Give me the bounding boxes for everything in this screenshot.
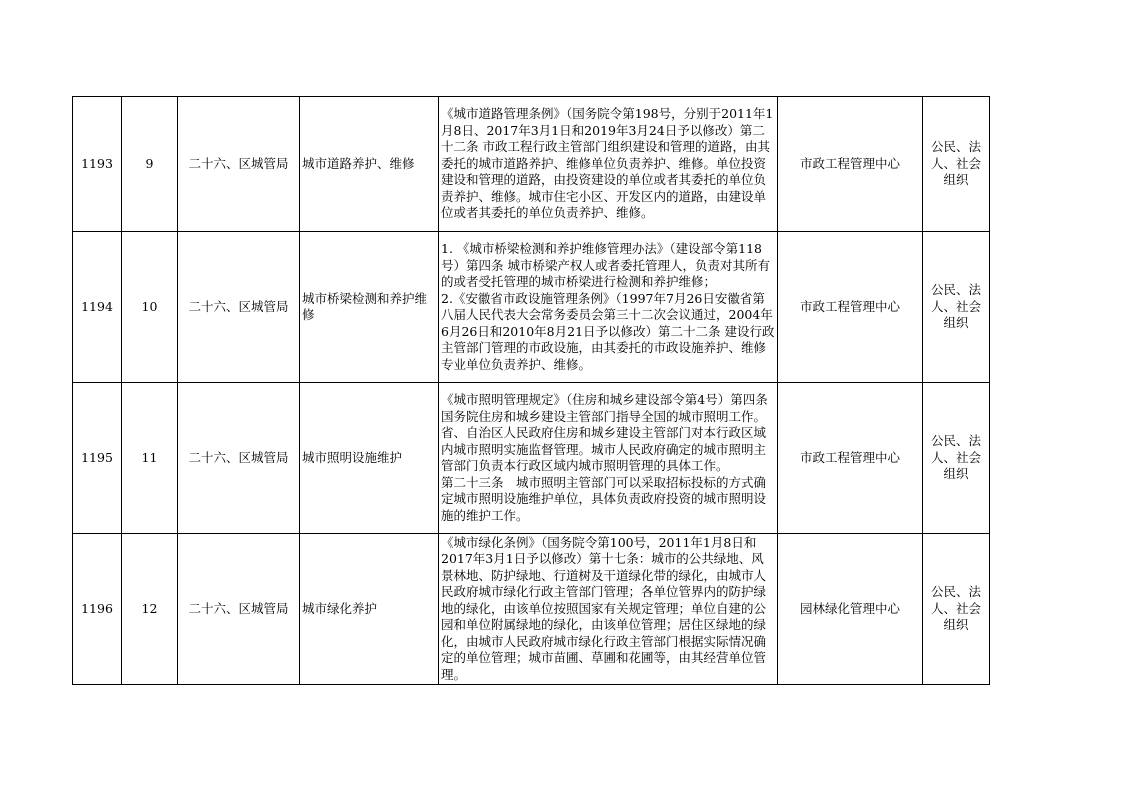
responsible-unit-cell: 市政工程管理中心 [778,97,923,232]
responsible-unit-cell: 园林绿化管理中心 [778,534,923,685]
department-cell: 二十六、区城管局 [178,97,300,232]
legal-basis-cell: 《城市绿化条例》（国务院令第100号，2011年1月8日和2017年3月1日予以修改）第十七条：城市的公共绿地、风景林地、防护绿地、行道树及干道绿化带的绿化，由城市人民政府城市绿化行政主管部门管理；各单位管界内的防护绿地的绿化，由该单位按照国家有关规定管理；单位自建的公园和单位附属绿地的绿化，由该单位管理；居住区绿地的绿化，由城市人民政府城市绿化行政主管部门根据实际情况确定的单位管理；城市苗圃、草圃和花圃等，由其经营单位管理。 [439,534,778,685]
service-target-cell: 公民、法人、社会组织 [923,97,990,232]
item-name-cell: 城市照明设施维护 [300,383,439,534]
department-cell: 二十六、区城管局 [178,383,300,534]
department-cell: 二十六、区城管局 [178,232,300,383]
service-target-cell: 公民、法人、社会组织 [923,232,990,383]
responsible-unit-cell: 市政工程管理中心 [778,383,923,534]
item-name-cell: 城市桥梁检测和养护维修 [300,232,439,383]
item-name-cell: 城市绿化养护 [300,534,439,685]
row-seq-cell: 9 [122,97,178,232]
department-cell: 二十六、区城管局 [178,534,300,685]
row-seq-cell: 12 [122,534,178,685]
row-id-cell: 1196 [73,534,122,685]
table-row [73,97,990,232]
legal-basis-cell: 《城市道路管理条例》（国务院令第198号，分别于2011年1月8日、2017年3月1日和2019年3月24日予以修改）第二十二条 市政工程行政主管部门组织建设和管理的道路，由其委托的城市道路养护、维修单位负责养护、维修。单位投资建设和管理的道路，由投资建设的单位或者其委托的单位负责养护、维修。城市住宅小区、开发区内的道路，由建设单位或者其委托的单位负责养护、维修。 [439,97,778,232]
row-id-cell: 1194 [73,232,122,383]
table-row [73,232,990,383]
service-target-cell: 公民、法人、社会组织 [923,383,990,534]
row-id-cell: 1193 [73,97,122,232]
responsible-unit-cell: 市政工程管理中心 [778,232,923,383]
service-target-cell: 公民、法人、社会组织 [923,534,990,685]
table-row [73,534,990,685]
legal-basis-cell: 1. 《城市桥梁检测和养护维修管理办法》（建设部令第118号）第四条 城市桥梁产权人或者委托管理人，负责对其所有的或者受托管理的城市桥梁进行检测和养护维修； 2.《安徽省市政设施管理条例》（1997年7月26日安徽省第八届人民代表大会常务委员会第三十二次会议通过，2004年6月26日和2010年8月21日予以修改）第二十二条 建设行政主管部门管理的市政设施，由其委托的市政设施养护、维修专业单位负责养护、维修。 [439,232,778,383]
table-row [73,383,990,534]
legal-basis-cell: 《城市照明管理规定》（住房和城乡建设部令第4号）第四条 国务院住房和城乡建设主管部门指导全国的城市照明工作。省、自治区人民政府住房和城乡建设主管部门对本行政区域内城市照明实施监督管理。城市人民政府确定的城市照明主管部门负责本行政区域内城市照明管理的具体工作。 第二十三条 城市照明主管部门可以采取招标投标的方式确定城市照明设施维护单位，具体负责政府投资的城市照明设施的维护工作。 [439,383,778,534]
row-id-cell: 1195 [73,383,122,534]
row-seq-cell: 10 [122,232,178,383]
item-name-cell: 城市道路养护、维修 [300,97,439,232]
row-seq-cell: 11 [122,383,178,534]
items-table [72,96,990,685]
